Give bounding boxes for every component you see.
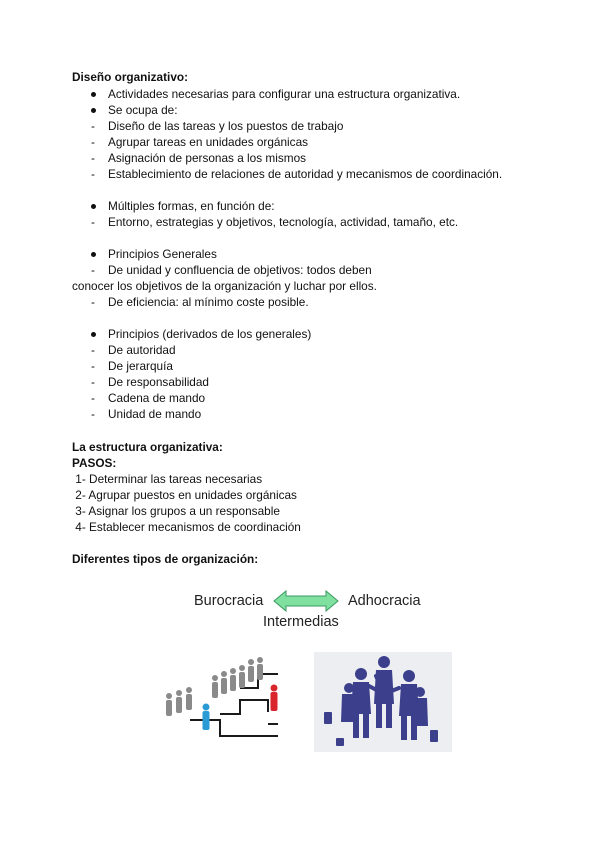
double-arrow-icon — [272, 589, 340, 613]
dash-icon: - — [91, 407, 95, 421]
bullet-icon — [91, 204, 96, 209]
dash-text: Agrupar tareas en unidades orgánicas — [108, 135, 309, 149]
dash-icon: - — [91, 359, 95, 373]
bullet-icon — [91, 252, 96, 257]
bullet-icon — [91, 108, 96, 113]
diagram-label-burocracia: Burocracia — [194, 593, 264, 609]
dash-icon: - — [91, 295, 95, 309]
bullet-text: Principios (derivados de los generales) — [108, 327, 312, 341]
dash-text: Diseño de las tareas y los puestos de trabajo — [108, 119, 344, 133]
dash-icon: - — [91, 375, 95, 389]
dash-icon: - — [91, 135, 95, 149]
dash-text-continuation: conocer los objetivos de la organización y luchar por ellos. — [72, 279, 377, 293]
diagram-label-adhocracia: Adhocracia — [348, 593, 421, 609]
dash-text: Establecimiento de relaciones de autoridad y mecanismos de coordinación. — [108, 167, 503, 181]
dash-text: De unidad y confluencia de objetivos: todos deben — [108, 263, 372, 277]
diagram-label-intermedias: Intermedias — [263, 614, 339, 630]
bullet-text: Actividades necesarias para configurar una estructura organizativa. — [108, 87, 461, 101]
dash-text: Cadena de mando — [108, 391, 206, 405]
bullet-icon — [91, 332, 96, 337]
team-figures-image — [314, 652, 452, 752]
hierarchy-figures-image — [160, 652, 288, 746]
bullet-text: Principios Generales — [108, 247, 217, 261]
dash-icon: - — [91, 263, 95, 277]
section-subheading-pasos: PASOS: — [72, 456, 117, 470]
bullet-text: Se ocupa de: — [108, 103, 178, 117]
dash-icon: - — [91, 215, 95, 229]
step-item: 4- Establecer mecanismos de coordinación — [72, 520, 301, 534]
bullet-text: Múltiples formas, en función de: — [108, 199, 275, 213]
dash-icon: - — [91, 119, 95, 133]
bullet-icon — [91, 92, 96, 97]
dash-text: De jerarquía — [108, 359, 173, 373]
step-item: 1- Determinar las tareas necesarias — [72, 472, 263, 486]
dash-icon: - — [91, 343, 95, 357]
dash-text: Unidad de mando — [108, 407, 202, 421]
dash-icon: - — [91, 151, 95, 165]
dash-icon: - — [91, 167, 95, 181]
dash-icon: - — [91, 391, 95, 405]
dash-text: De autoridad — [108, 343, 176, 357]
section-heading-tipos: Diferentes tipos de organización: — [72, 552, 259, 566]
dash-text: Entorno, estrategias y objetivos, tecnología, actividad, tamaño, etc. — [108, 215, 459, 229]
section-heading-diseno: Diseño organizativo: — [72, 70, 189, 84]
dash-text: De responsabilidad — [108, 375, 209, 389]
dash-text: De eficiencia: al mínimo coste posible. — [108, 295, 309, 309]
dash-text: Asignación de personas a los mismos — [108, 151, 307, 165]
section-heading-estructura: La estructura organizativa: — [72, 440, 223, 454]
step-item: 3- Asignar los grupos a un responsable — [72, 504, 280, 518]
step-item: 2- Agrupar puestos en unidades orgánicas — [72, 488, 297, 502]
